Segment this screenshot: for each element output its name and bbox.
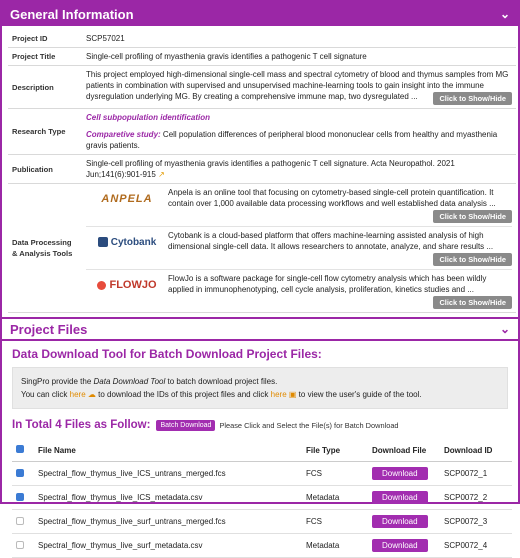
download-cell	[368, 486, 440, 510]
table-row	[12, 534, 512, 558]
file-type: FCS	[302, 510, 368, 534]
row-project-id	[8, 30, 516, 48]
file-name: Spectral_flow_thymus_live_surf_metadata.csv	[34, 534, 302, 558]
row-checkbox[interactable]	[16, 517, 24, 525]
notice-tool-name: Data Download Tool	[93, 377, 166, 386]
batch-download-note: Please Click and Select the File(s) for Batch Download	[219, 420, 399, 430]
download-cell	[368, 462, 440, 486]
file-name: Spectral_flow_thymus_live_surf_untrans_merged.fcs	[34, 510, 302, 534]
table-row	[12, 510, 512, 534]
anpela-toggle-button[interactable]: Click to Show/Hide	[433, 210, 512, 223]
flowjo-desc-text: FlowJo is a software package for single-cell flow cytometry analysis which has been wildly applied in immunophenotyping, cell cycle analysis, proliferation, kinetics studies and ...	[168, 274, 487, 294]
row-checkbox-cell	[12, 462, 34, 486]
download-cell	[368, 510, 440, 534]
tool-desc-flowjo	[168, 273, 512, 309]
download-button[interactable]: Download	[372, 515, 428, 528]
value-publication[interactable]: Single-cell profiling of myasthenia gravis identifies a pathogenic T cell signature. Acta Neuropathol. 2021 Jun;141(6):901-915	[86, 159, 455, 179]
project-files-header[interactable]	[2, 317, 518, 341]
col-file-type: File Type	[302, 439, 368, 462]
notice-text: SingPro provide the	[21, 377, 94, 386]
tool-row-cytobank	[86, 227, 512, 270]
files-table-header	[12, 439, 512, 462]
chevron-down-icon[interactable]: ⌄	[499, 322, 510, 336]
files-total-title: In Total 4 Files as Follow:	[12, 419, 151, 431]
col-download-id: Download ID	[440, 439, 512, 462]
cytobank-desc-text: Cytobank is a cloud-based platform that offers machine-learning assisted analysis of high dimensional single-cell data. It allows researchers to annotate, analyze, and share results ...	[168, 231, 494, 251]
download-cell	[368, 534, 440, 558]
cloud-download-icon[interactable]: ☁	[87, 390, 96, 399]
select-all-cell	[12, 439, 34, 462]
research-type-heading: Cell subpopulation identification	[86, 113, 210, 122]
file-name: Spectral_flow_thymus_live_ICS_metadata.csv	[34, 486, 302, 510]
batch-download-button[interactable]: Batch Download	[156, 420, 215, 431]
research-type-study	[86, 129, 512, 151]
tool-row-anpela	[86, 184, 512, 227]
row-research-type	[8, 109, 516, 155]
row-checkbox-cell	[12, 534, 34, 558]
description-cell	[82, 66, 516, 109]
download-id: SCP0072_3	[440, 510, 512, 534]
notice-line-2	[21, 388, 499, 401]
study-label: Comparetive study:	[86, 130, 161, 139]
external-link-icon[interactable]: ↗	[158, 170, 165, 179]
download-button[interactable]: Download	[372, 491, 428, 504]
row-description	[8, 66, 516, 109]
notice-text: You can click	[21, 390, 70, 399]
col-file-name: File Name	[34, 439, 302, 462]
label-project-id: Project ID	[8, 30, 82, 48]
file-type: Metadata	[302, 534, 368, 558]
user-guide-link[interactable]: here	[270, 390, 287, 399]
description-toggle-button[interactable]: Click to Show/Hide	[433, 92, 512, 105]
general-info-title: General Information	[10, 6, 134, 22]
chevron-down-icon[interactable]: ⌄	[499, 7, 510, 21]
general-info-header[interactable]	[2, 2, 518, 26]
label-description: Description	[8, 66, 82, 109]
anpela-desc-text: Anpela is an online tool that focusing on cytometry-based single-cell protein quantification. It contain over 1,000 available data processing workflows and well established data analysis ...	[168, 188, 496, 208]
row-publication	[8, 155, 516, 184]
general-info-table	[8, 30, 516, 313]
flowjo-toggle-button[interactable]: Click to Show/Hide	[433, 296, 512, 309]
notice-text: to batch download project files.	[165, 377, 278, 386]
download-tool-title: Data Download Tool for Batch Download Project Files:	[12, 347, 322, 361]
publication-cell	[82, 155, 516, 184]
row-checkbox-cell	[12, 510, 34, 534]
row-checkbox[interactable]	[16, 493, 24, 501]
cytobank-logo-text: Cytobank	[110, 236, 157, 248]
tool-row-flowjo	[86, 270, 512, 312]
files-total-row	[2, 409, 518, 435]
download-tool-notice	[12, 367, 508, 409]
research-type-cell	[82, 109, 516, 155]
download-ids-link[interactable]: here	[69, 390, 86, 399]
row-checkbox-cell	[12, 486, 34, 510]
table-row	[12, 462, 512, 486]
col-download-file: Download File	[368, 439, 440, 462]
files-table	[12, 439, 512, 558]
download-id: SCP0072_4	[440, 534, 512, 558]
row-project-title	[8, 48, 516, 66]
label-research-type: Research Type	[8, 109, 82, 155]
select-all-checkbox[interactable]	[16, 445, 24, 453]
notice-line-1	[21, 375, 499, 388]
tool-desc-cytobank	[168, 230, 512, 266]
file-type: Metadata	[302, 486, 368, 510]
flowjo-logo[interactable]	[86, 273, 168, 297]
project-files-title: Project Files	[10, 321, 88, 337]
flowjo-mark-icon	[97, 281, 106, 290]
anpela-logo[interactable]: ANPELA	[101, 192, 153, 205]
label-project-title: Project Title	[8, 48, 82, 66]
row-checkbox[interactable]	[16, 469, 24, 477]
label-tools: Data Processing & Analysis Tools	[8, 184, 82, 313]
file-name: Spectral_flow_thymus_live_ICS_untrans_merged.fcs	[34, 462, 302, 486]
document-icon[interactable]: ▣	[288, 390, 297, 399]
value-description: This project employed high-dimensional single-cell mass and spectral cytometry of blood and thymus samples from MG patients in combination with supervised and unsupervised machine-learning tools to gain insight into the immune dysregulation underlying MG. By creating a comprehensive immune map, two dysregulated ...	[86, 70, 509, 101]
flowjo-logo-text: FLOWJO	[109, 278, 157, 291]
study-text: Cell population differences of peripheral blood mononuclear cells from healthy and myasthenia gravis patients.	[86, 130, 498, 150]
cytobank-mark-icon	[98, 237, 108, 247]
notice-text: to view the user's guide of the tool.	[296, 390, 422, 399]
cytobank-logo[interactable]	[86, 230, 168, 254]
label-publication: Publication	[8, 155, 82, 184]
tools-cell	[82, 184, 516, 313]
row-tools	[8, 184, 516, 313]
download-button[interactable]: Download	[372, 467, 428, 480]
download-id: SCP0072_2	[440, 486, 512, 510]
value-project-id: SCP57021	[82, 30, 516, 48]
tool-desc-anpela	[168, 187, 512, 223]
file-type: FCS	[302, 462, 368, 486]
row-checkbox[interactable]	[16, 541, 24, 549]
value-project-title: Single-cell profiling of myasthenia gravis identifies a pathogenic T cell signature	[82, 48, 516, 66]
download-id: SCP0072_1	[440, 462, 512, 486]
download-button[interactable]: Download	[372, 539, 428, 552]
table-row	[12, 486, 512, 510]
notice-text: to download the IDs of this project files and click	[95, 390, 271, 399]
cytobank-toggle-button[interactable]: Click to Show/Hide	[433, 253, 512, 266]
